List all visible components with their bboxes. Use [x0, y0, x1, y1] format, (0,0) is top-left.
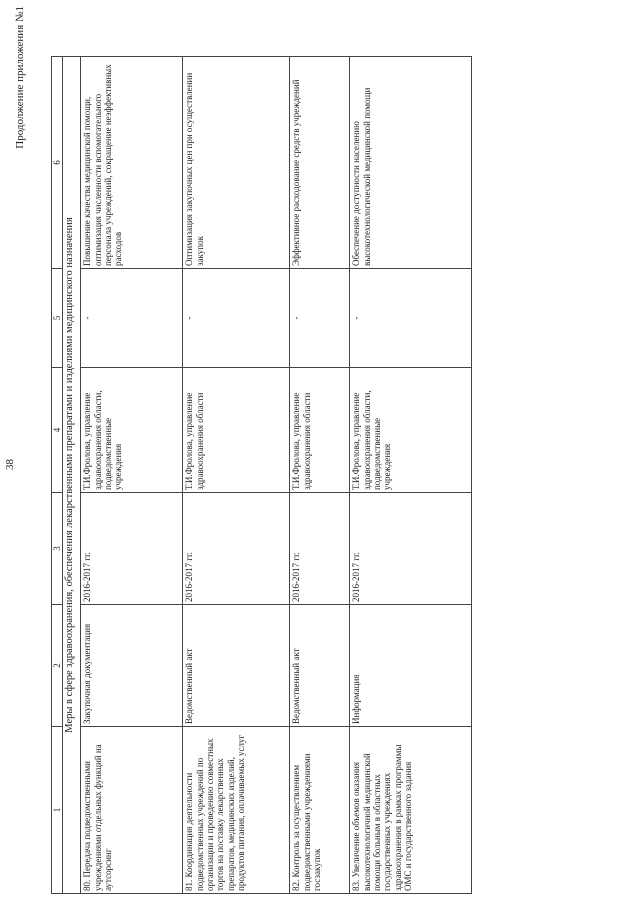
- section-row: [63, 57, 81, 894]
- responsible-cell: Т.И.Фролова, управление здравоохранения области, подведомственные учреждения: [81, 368, 183, 493]
- measure-cell: 82. Контроль за осуществлением подведомственными учреждениями госзакупок: [290, 727, 350, 894]
- period-cell: 2016-2017 гг.: [290, 493, 350, 605]
- dash-cell: -: [81, 269, 183, 368]
- responsible-cell: Т.И.Фролова, управление здравоохранения области, подведомственные учреждения: [350, 368, 472, 493]
- page-number: 38: [4, 459, 16, 470]
- column-number: 3: [52, 493, 63, 605]
- measure-cell: 83. Увеличение объемов оказания высокотехнологичной медицинской помощи больным в областных государственных учреждениях здравоохранения в рамках программы ОМС и государственного задания: [350, 727, 472, 894]
- measure-cell: 80. Передача подведомственными учреждениями отдельных функций на аутсорсинг: [81, 727, 183, 894]
- dash-cell: -: [290, 269, 350, 368]
- table-row: [290, 57, 350, 894]
- table-row: [81, 57, 183, 894]
- column-number: 1: [52, 727, 63, 894]
- measures-table: [51, 56, 472, 894]
- column-number: 6: [52, 57, 63, 269]
- measure-cell: 81. Координация деятельности подведомственных учреждений по организации и проведению совместных торгов на поставку лекарственных препаратов, медицинских изделий, продуктов питания, оплачиваемых услуг: [183, 727, 290, 894]
- dash-cell: -: [350, 269, 472, 368]
- table-row: [350, 57, 472, 894]
- dash-cell: -: [183, 269, 290, 368]
- section-title: Меры в сфере здравоохранения, обеспечения лекарственными препаратами и изделиями медицинского назначения: [63, 57, 81, 894]
- document-cell: Ведомственный акт: [290, 605, 350, 727]
- column-number: 5: [52, 269, 63, 368]
- table-row: [183, 57, 290, 894]
- appendix-note: Продолжение приложения №1: [14, 6, 26, 149]
- column-number: 2: [52, 605, 63, 727]
- period-cell: 2016-2017 гг.: [350, 493, 472, 605]
- period-cell: 2016-2017 гг.: [183, 493, 290, 605]
- column-number: 4: [52, 368, 63, 493]
- result-cell: Обеспечение доступности населению высокотехнологической медицинской помощи: [350, 57, 472, 269]
- period-cell: 2016-2017 гг.: [81, 493, 183, 605]
- column-number-row: [52, 57, 63, 894]
- document-cell: Закупочная документация: [81, 605, 183, 727]
- result-cell: Оптимизация закупочных цен при осуществлении закупок: [183, 57, 290, 269]
- responsible-cell: Т.И.Фролова, управление здравоохранения области: [183, 368, 290, 493]
- responsible-cell: Т.И.Фролова, управление здравоохранения области: [290, 368, 350, 493]
- document-cell: Информация: [350, 605, 472, 727]
- document-cell: Ведомственный акт: [183, 605, 290, 727]
- result-cell: Эффективное расходование средств учреждений: [290, 57, 350, 269]
- result-cell: Повышение качества медицинской помощи, оптимизация численности вспомогательного персонала учреждений, сокращение неэффективных расходов: [81, 57, 183, 269]
